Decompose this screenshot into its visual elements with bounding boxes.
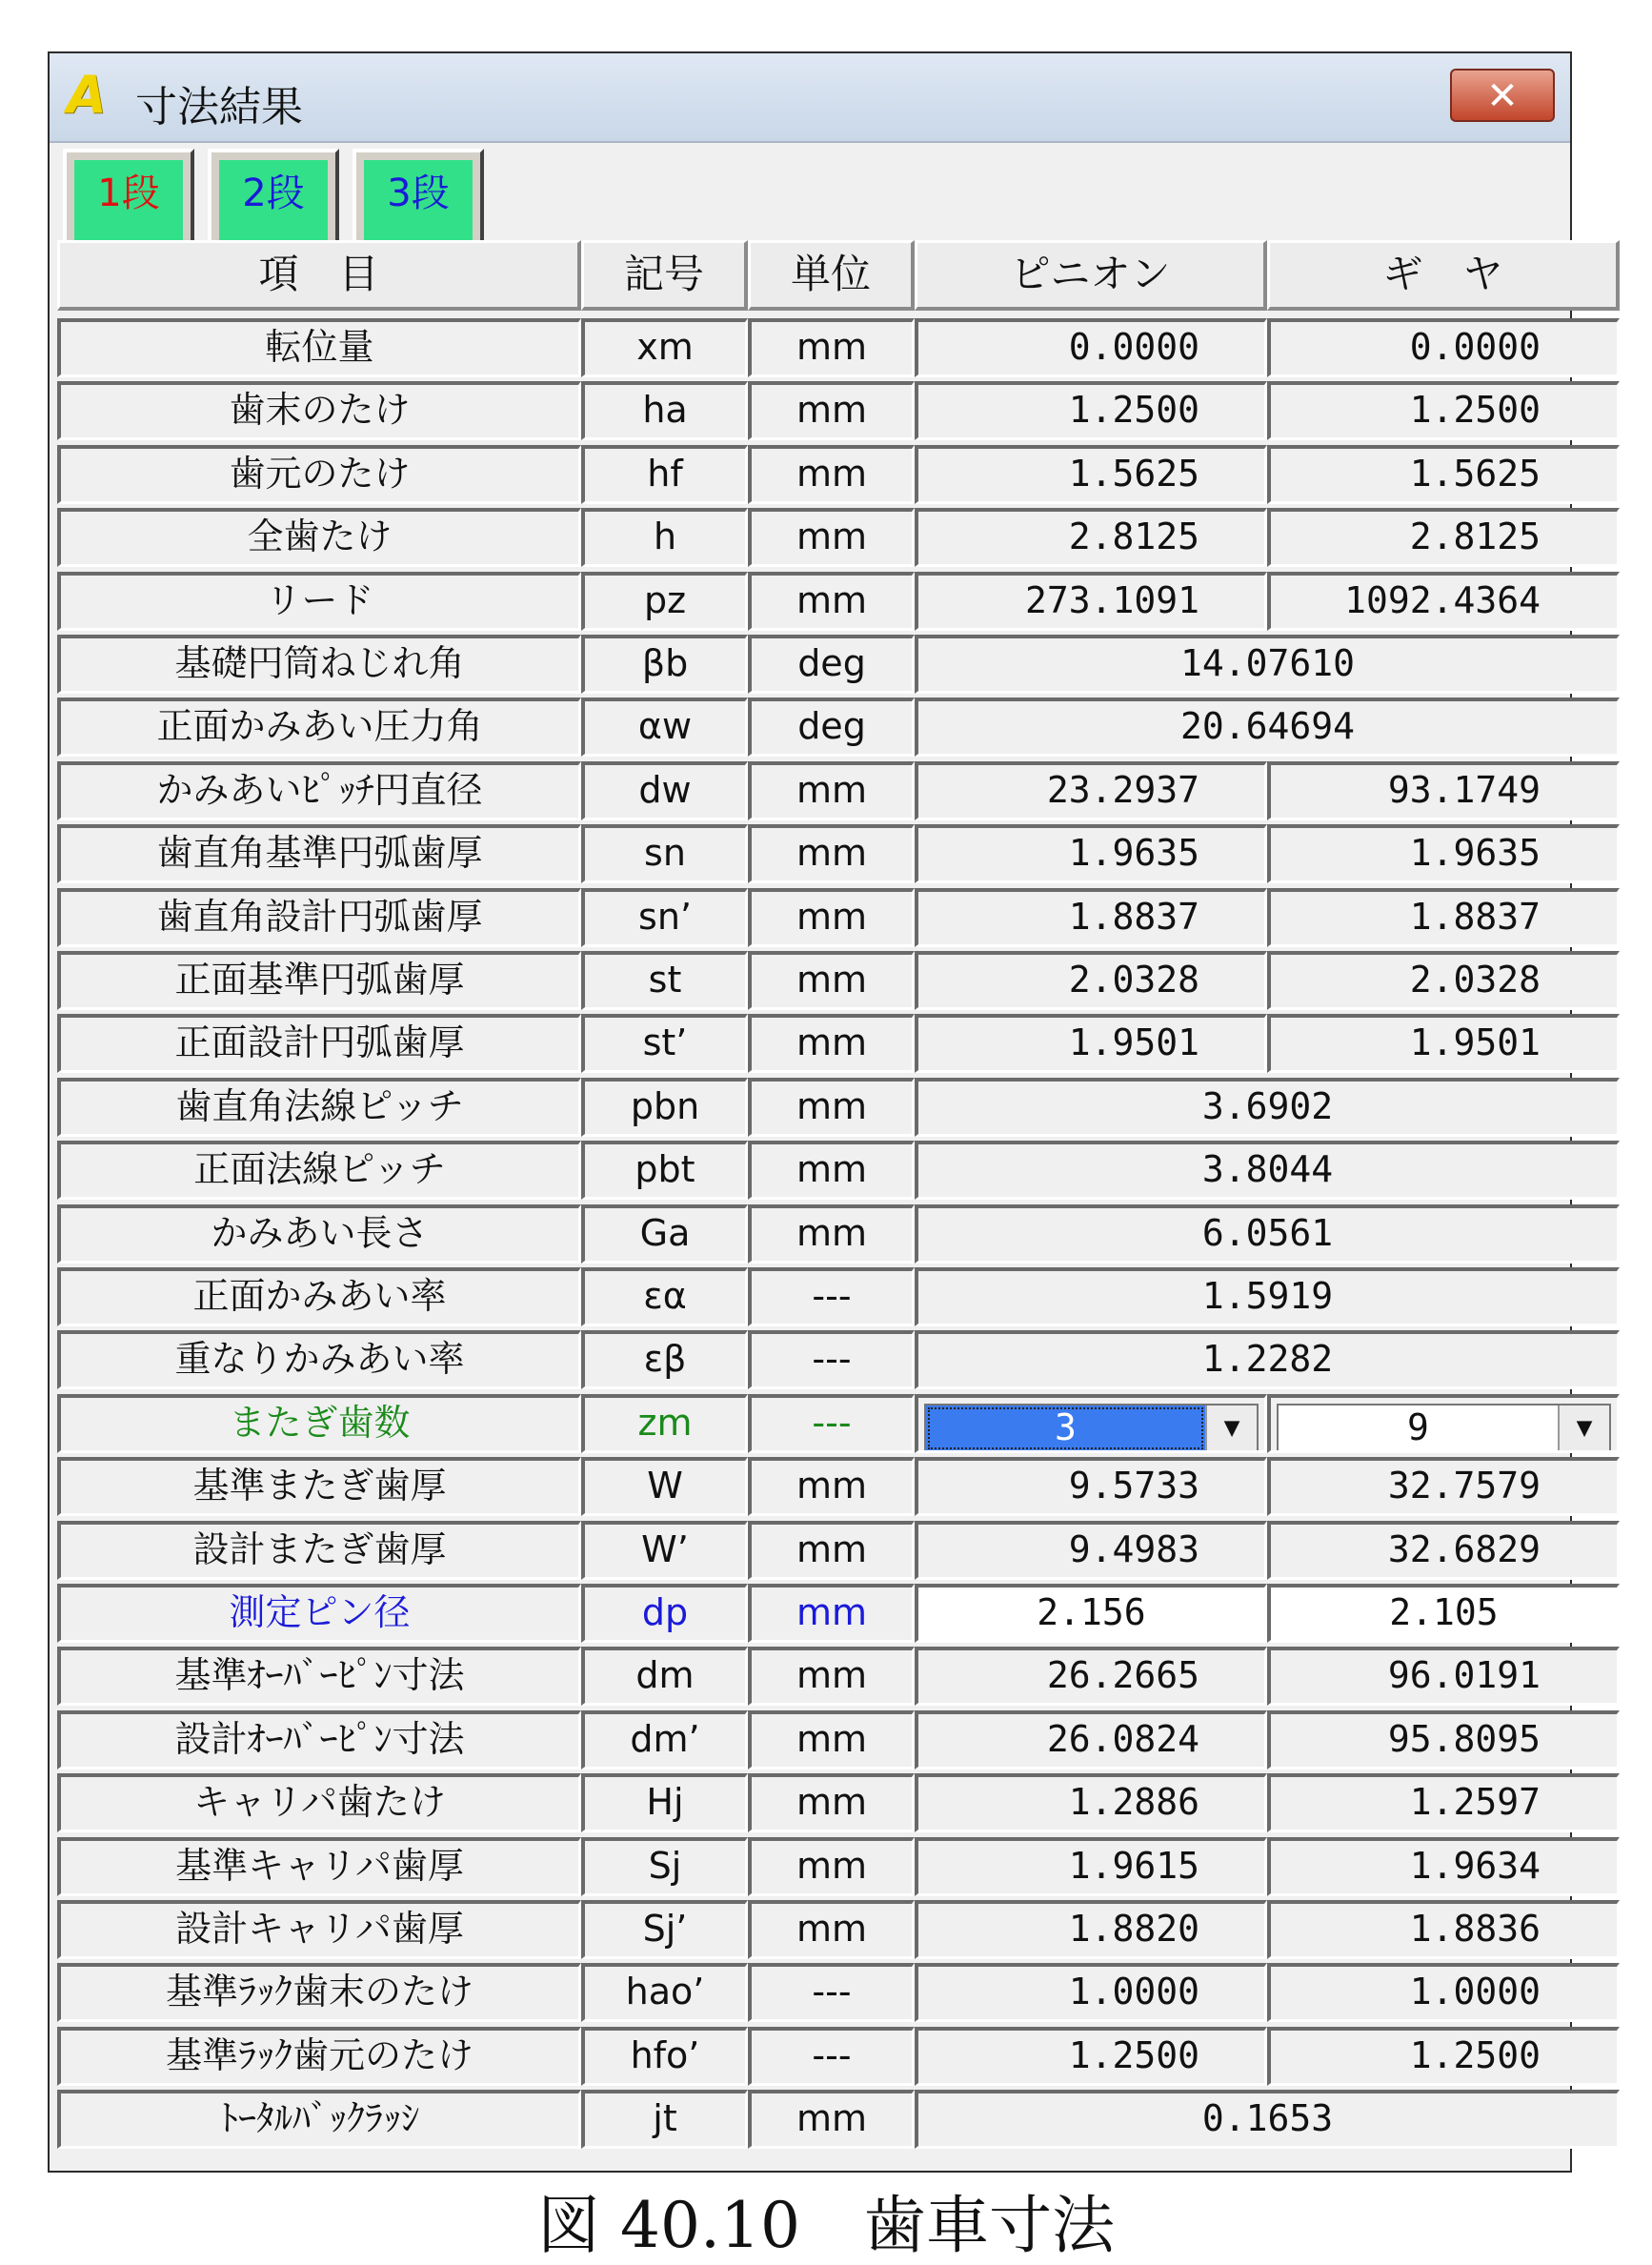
row-unit: deg (748, 698, 915, 757)
row-unit: mm (748, 445, 915, 504)
table-row (57, 1394, 1593, 1453)
row-symbol: hf (581, 445, 748, 504)
row-symbol: dm’ (581, 1710, 748, 1770)
row-symbol: st (581, 951, 748, 1010)
table-row (57, 1267, 1568, 1326)
row-symbol: dm (581, 1647, 748, 1706)
row-symbol: βb (581, 635, 748, 694)
pinion-value: 1.8820 (915, 1900, 1267, 1959)
window-title: 寸法結果 (135, 83, 303, 131)
row-value-shared: 3.6902 (915, 1078, 1620, 1137)
row-symbol: Ga (581, 1204, 748, 1264)
app-a-icon: A (67, 65, 107, 125)
row-unit: mm (748, 888, 915, 947)
row-symbol: ha (581, 381, 748, 440)
row-label: 設計キャリパ歯厚 (57, 1900, 581, 1959)
row-unit: mm (748, 1078, 915, 1137)
row-symbol: pz (581, 572, 748, 631)
gear-teeth-span-select[interactable] (1277, 1404, 1611, 1453)
row-symbol: Sj (581, 1837, 748, 1896)
gear-value: 2.8125 (1267, 508, 1620, 567)
title-bar[interactable] (50, 53, 1570, 143)
table-row (57, 2027, 1568, 2086)
row-label: 正面設計円弧歯厚 (57, 1014, 581, 1073)
column-header-pinion: ピニオン (915, 240, 1267, 311)
table-header (57, 240, 1568, 299)
row-unit: mm (748, 1837, 915, 1896)
pinion-value: 26.2665 (915, 1647, 1267, 1706)
row-unit: mm (748, 824, 915, 883)
pinion-value: 9.4983 (915, 1521, 1267, 1580)
pinion-value: 26.0824 (915, 1710, 1267, 1770)
row-unit: mm (748, 381, 915, 440)
row-unit: mm (748, 761, 915, 820)
table-row (57, 888, 1568, 947)
row-label: 正面かみあい率 (57, 1267, 581, 1326)
column-header-gear: ギ ヤ (1267, 240, 1620, 311)
chevron-down-icon[interactable]: ▼ (1558, 1406, 1609, 1451)
table-row (57, 1330, 1568, 1389)
row-symbol: Sj’ (581, 1900, 748, 1959)
pinion-value: 9.5733 (915, 1457, 1267, 1516)
row-symbol: αw (581, 698, 748, 757)
gear-value: 1.2500 (1267, 2027, 1620, 2086)
table-row (57, 1014, 1568, 1073)
row-symbol: sn’ (581, 888, 748, 947)
table-row (57, 1647, 1568, 1706)
row-symbol: εα (581, 1267, 748, 1326)
table-row (57, 1900, 1568, 1959)
table-row (57, 572, 1568, 631)
table-row (57, 1521, 1568, 1580)
table-row (57, 951, 1568, 1010)
gear-pin-diameter-input[interactable]: 2.105 (1267, 1584, 1620, 1643)
row-label: 歯直角法線ピッチ (57, 1078, 581, 1137)
pinion-value: 23.2937 (915, 761, 1267, 820)
row-unit: deg (748, 635, 915, 694)
row-unit: mm (748, 508, 915, 567)
table-row (57, 381, 1568, 440)
row-symbol: W (581, 1457, 748, 1516)
table-row (57, 1837, 1568, 1896)
row-unit: --- (748, 2027, 915, 2086)
row-unit: mm (748, 1900, 915, 1959)
gear-value: 1.5625 (1267, 445, 1620, 504)
gear-value: 1.0000 (1267, 1963, 1620, 2022)
table-row (57, 698, 1568, 757)
table-row (57, 1204, 1568, 1264)
column-header-symbol: 記号 (581, 240, 748, 311)
gear-value: 32.7579 (1267, 1457, 1620, 1516)
pinion-value: 1.2500 (915, 381, 1267, 440)
row-label: 正面法線ピッチ (57, 1141, 581, 1200)
table-row (57, 1773, 1568, 1832)
table-row (57, 508, 1568, 567)
row-unit: mm (748, 1204, 915, 1264)
row-value-shared: 1.5919 (915, 1267, 1620, 1326)
table-row (57, 1584, 1568, 1643)
row-label: 全歯たけ (57, 508, 581, 567)
row-label: 基礎円筒ねじれ角 (57, 635, 581, 694)
pinion-teeth-span-select[interactable] (924, 1404, 1259, 1453)
row-label: 測定ピン径 (57, 1584, 581, 1643)
row-label: 基準ﾗｯｸ歯元のたけ (57, 2027, 581, 2086)
row-unit: mm (748, 1457, 915, 1516)
row-value-shared: 20.64694 (915, 698, 1620, 757)
row-label: 基準またぎ歯厚 (57, 1457, 581, 1516)
row-symbol: hao’ (581, 1963, 748, 2022)
column-header-unit: 単位 (748, 240, 915, 311)
gear-value: 1.9501 (1267, 1014, 1620, 1073)
table-row (57, 1078, 1568, 1137)
row-label: 重なりかみあい率 (57, 1330, 581, 1389)
close-button[interactable]: ✕ (1450, 69, 1555, 122)
row-symbol: pbt (581, 1141, 748, 1200)
row-label: 基準ｵｰﾊﾞｰﾋﾟﾝ寸法 (57, 1647, 581, 1706)
table-row (57, 824, 1568, 883)
row-symbol: st’ (581, 1014, 748, 1073)
row-label: 正面基準円弧歯厚 (57, 951, 581, 1010)
pinion-value: 2.0328 (915, 951, 1267, 1010)
pinion-value: 273.1091 (915, 572, 1267, 631)
pinion-value: 1.9501 (915, 1014, 1267, 1073)
chevron-down-icon[interactable]: ▼ (1205, 1406, 1257, 1451)
gear-value: 95.8095 (1267, 1710, 1620, 1770)
gear-value: 1.9635 (1267, 824, 1620, 883)
table-row (57, 318, 1568, 377)
row-label: キャリパ歯たけ (57, 1773, 581, 1832)
row-unit: mm (748, 2090, 915, 2149)
table-row (57, 2090, 1568, 2149)
gear-value: 0.0000 (1267, 318, 1620, 377)
row-symbol: xm (581, 318, 748, 377)
gear-value: 1.9634 (1267, 1837, 1620, 1896)
row-label: 基準ﾗｯｸ歯末のたけ (57, 1963, 581, 2022)
figure-caption: 図 40.10 歯車寸法 (537, 2189, 1115, 2262)
pinion-value: 1.5625 (915, 445, 1267, 504)
gear-teeth-span-value: 9 (1407, 1406, 1429, 1448)
row-label: 正面かみあい圧力角 (57, 698, 581, 757)
gear-value: 1.2597 (1267, 1773, 1620, 1832)
row-value-shared: 1.2282 (915, 1330, 1620, 1389)
row-unit: mm (748, 318, 915, 377)
gear-value: 32.6829 (1267, 1521, 1620, 1580)
row-value-shared: 3.8044 (915, 1141, 1620, 1200)
pinion-value: 1.9635 (915, 824, 1267, 883)
gear-value: 93.1749 (1267, 761, 1620, 820)
pinion-teeth-span-cell (915, 1394, 1267, 1453)
row-symbol: jt (581, 2090, 748, 2149)
table-row (57, 1457, 1568, 1516)
row-label: 設計またぎ歯厚 (57, 1521, 581, 1580)
row-value-shared: 0.1653 (915, 2090, 1620, 2149)
row-unit: mm (748, 1014, 915, 1073)
row-symbol: W’ (581, 1521, 748, 1580)
tab-stage-1-label: 1段 (74, 160, 183, 257)
row-unit: --- (748, 1267, 915, 1326)
row-label: ﾄｰﾀﾙﾊﾞｯｸﾗｯｼ (57, 2090, 581, 2149)
table-row (57, 1963, 1568, 2022)
row-label: 歯末のたけ (57, 381, 581, 440)
row-label: かみあいﾋﾟｯﾁ円直径 (57, 761, 581, 820)
column-header-item: 項 目 (57, 240, 581, 311)
row-unit: mm (748, 1141, 915, 1200)
gear-value: 1.8836 (1267, 1900, 1620, 1959)
row-unit: mm (748, 1710, 915, 1770)
pinion-value: 2.8125 (915, 508, 1267, 567)
pinion-value: 1.2500 (915, 2027, 1267, 2086)
table-row (57, 445, 1568, 504)
row-unit: --- (748, 1963, 915, 2022)
table-row (57, 761, 1568, 820)
row-symbol: dp (581, 1584, 748, 1643)
row-label: 歯直角設計円弧歯厚 (57, 888, 581, 947)
row-value-shared: 6.0561 (915, 1204, 1620, 1264)
row-unit: mm (748, 572, 915, 631)
row-unit: --- (748, 1330, 915, 1389)
row-label: 設計ｵｰﾊﾞｰﾋﾟﾝ寸法 (57, 1710, 581, 1770)
row-symbol: hfo’ (581, 2027, 748, 2086)
row-label: 歯直角基準円弧歯厚 (57, 824, 581, 883)
row-symbol: h (581, 508, 748, 567)
tab-stage-2-label: 2段 (219, 160, 328, 257)
row-symbol: εβ (581, 1330, 748, 1389)
gear-value: 1092.4364 (1267, 572, 1620, 631)
row-unit: mm (748, 1647, 915, 1706)
row-value-shared: 14.07610 (915, 635, 1620, 694)
row-symbol: zm (581, 1394, 748, 1453)
row-unit: --- (748, 1394, 915, 1453)
pinion-value: 1.8837 (915, 888, 1267, 947)
gear-value: 1.2500 (1267, 381, 1620, 440)
pinion-value: 0.0000 (915, 318, 1267, 377)
pinion-teeth-span-value: 3 (926, 1406, 1205, 1451)
table-row (57, 1141, 1568, 1200)
row-label: 基準キャリパ歯厚 (57, 1837, 581, 1896)
table-row (57, 1710, 1568, 1770)
row-unit: mm (748, 1521, 915, 1580)
row-symbol: pbn (581, 1078, 748, 1137)
gear-value: 96.0191 (1267, 1647, 1620, 1706)
row-symbol: sn (581, 824, 748, 883)
row-symbol: Hj (581, 1773, 748, 1832)
gear-value: 1.8837 (1267, 888, 1620, 947)
row-symbol: dw (581, 761, 748, 820)
pinion-pin-diameter-input[interactable]: 2.156 (915, 1584, 1267, 1643)
dimension-result-window (48, 51, 1593, 2173)
row-label: またぎ歯数 (57, 1394, 581, 1453)
row-label: 転位量 (57, 318, 581, 377)
gear-value: 2.0328 (1267, 951, 1620, 1010)
row-unit: mm (748, 1773, 915, 1832)
pinion-value: 1.0000 (915, 1963, 1267, 2022)
pinion-value: 1.9615 (915, 1837, 1267, 1896)
gear-teeth-span-cell (1267, 1394, 1620, 1453)
pinion-value: 1.2886 (915, 1773, 1267, 1832)
tab-stage-3-label: 3段 (364, 160, 473, 257)
row-unit: mm (748, 951, 915, 1010)
row-label: 歯元のたけ (57, 445, 581, 504)
row-label: リード (57, 572, 581, 631)
row-label: かみあい長さ (57, 1204, 581, 1264)
table-row (57, 635, 1568, 694)
row-unit: mm (748, 1584, 915, 1643)
